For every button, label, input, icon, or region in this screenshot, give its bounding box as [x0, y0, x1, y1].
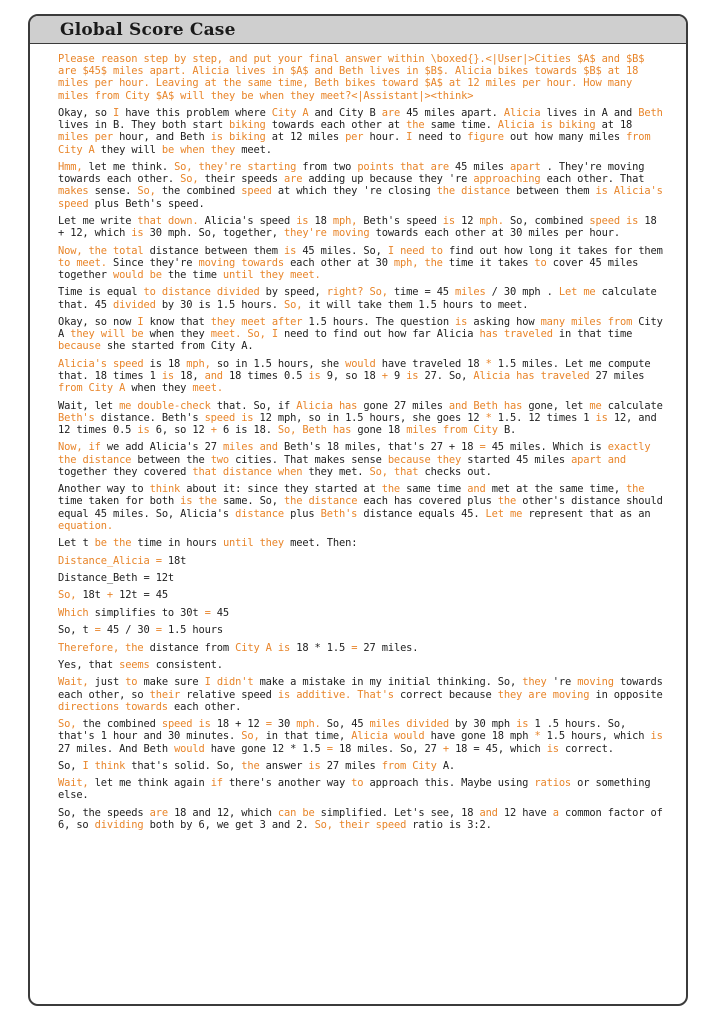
- score-case-card: [28, 14, 688, 1006]
- reasoning-text: [30, 44, 686, 831]
- card-header: [30, 16, 686, 44]
- text-paragraph: So, the speeds are 18 and 12, which can be simplified. Let's see, 18 and 12 have a common factor of 6, so dividing both by 6, we get 3 and 2. So, their speed ratio is 3:2.: [58, 806, 663, 832]
- text-paragraph: So, I think that's solid. So, the answer is 27 miles from City A.: [58, 759, 456, 772]
- card-title: Global Score Case: [60, 19, 236, 40]
- text-paragraph: Distance_Beth = 12t: [58, 571, 175, 584]
- text-paragraph: Wait, just to make sure I didn't make a mistake in my initial thinking. So, they 're moving towards each other, so their relative speed is additive. That's correct because they are moving in opposite directions towards each other.: [58, 676, 663, 713]
- text-paragraph: Another way to think about it: since they started at the same time and met at the same time, the time taken for both is the same. So, the distance each has covered plus the other's distance should equal 45 miles. So, Alicia's distance plus Beth's distance equals 45. Let me represent that as an equation.: [58, 483, 663, 532]
- text-paragraph: Let me write that down. Alicia's speed is 18 mph, Beth's speed is 12 mph. So, combined speed is 18 + 12, which is 30 mph. So, together, they're moving towards each other at 30 miles per hour.: [58, 215, 657, 240]
- text-paragraph: Hmm, let me think. So, they're starting from two points that are 45 miles apart . They're moving towards each other. So, their speeds are adding up because they 're approaching each other. That makes sense. So, the combined speed at which they 're closing the distance between them is Alicia's speed plus Beth's speed.: [58, 161, 663, 210]
- text-paragraph: Wait, let me double-check that. So, if Alicia has gone 27 miles and Beth has gone, let me calculate Beth's distance. Beth's speed is 12 mph, so in 1.5 hours, she goes 12 * 1.5. 12 times 1 is 12, and 12 times 0.5 is 6, so 12 + 6 is 18. So, Beth has gone 18 miles from City B.: [58, 399, 663, 436]
- text-paragraph: Okay, so now I know that they meet after 1.5 hours. The question is asking how many miles from City A they will be when they meet. So, I need to find out how far Alicia has traveled in that time because she started from City A.: [58, 315, 663, 353]
- text-paragraph: Please reason step by step, and put your final answer within \boxed{}.<|User|>Cities $A$ and $B$ are $45$ miles apart. Alicia lives in $A$ and Beth lives in $B$. Alicia bikes towards $B$ at 18 miles per hour. Leaving at the same time, Beth bikes toward $A$ at 12 miles per hour. How many miles from City $A$ will they be when they meet?<|Assistant|><think>: [58, 53, 645, 102]
- text-paragraph: Okay, so I have this problem where City A and City B are 45 miles apart. Alicia lives in A and Beth lives in B. They both start biking towards each other at the same time. Alicia is biking at 18 miles per hour, and Beth is biking at 12 miles per hour. I need to figure out how many miles from City A they will be when they meet.: [58, 107, 663, 156]
- text-paragraph: Alicia's speed is 18 mph, so in 1.5 hours, she would have traveled 18 * 1.5 miles. Let me compute that. 18 times 1 is 18, and 18 times 0.5 is 9, so 18 + 9 is 27. So, Alicia has traveled 27 miles from City A when they meet.: [58, 357, 651, 395]
- text-paragraph: Which simplifies to 30t = 45: [58, 606, 230, 619]
- text-paragraph: Now, if we add Alicia's 27 miles and Beth's 18 miles, that's 27 + 18 = 45 miles. Which is exactly the distance between the two cities. That makes sense because they started 45 miles apart and together they covered that distance when they met. So, that checks out.: [58, 441, 651, 478]
- text-paragraph: Let t be the time in hours until they meet. Then:: [58, 537, 358, 550]
- text-paragraph: Now, the total distance between them is 45 miles. So, I need to find out how long it takes for them to meet. Since they're moving towards each other at 30 mph, the time it takes to cover 45 miles together would be the time until they meet.: [58, 244, 663, 281]
- text-paragraph: Wait, let me think again if there's another way to approach this. Maybe using ratios or something else.: [58, 777, 651, 802]
- text-paragraph: Distance_Alicia = 18t: [58, 554, 187, 567]
- text-paragraph: Time is equal to distance divided by speed, right? So, time = 45 miles / 30 mph . Let me calculate that. 45 divided by 30 is 1.5 hours. So, it will take them 1.5 hours to meet.: [58, 286, 657, 311]
- text-paragraph: Yes, that seems consistent.: [58, 658, 223, 671]
- text-paragraph: So, t = 45 / 30 = 1.5 hours: [58, 624, 223, 637]
- text-paragraph: So, the combined speed is 18 + 12 = 30 mph. So, 45 miles divided by 30 mph is 1 .5 hours. So, that's 1 hour and 30 minutes. So, in that time, Alicia would have gone 18 mph * 1.5 hours, which is 27 miles. And Beth would have gone 12 * 1.5 = 18 miles. So, 27 + 18 = 45, which is correct.: [58, 718, 663, 755]
- text-paragraph: So, 18t + 12t = 45: [58, 589, 168, 602]
- text-paragraph: Therefore, the distance from City A is 18 * 1.5 = 27 miles.: [58, 641, 419, 654]
